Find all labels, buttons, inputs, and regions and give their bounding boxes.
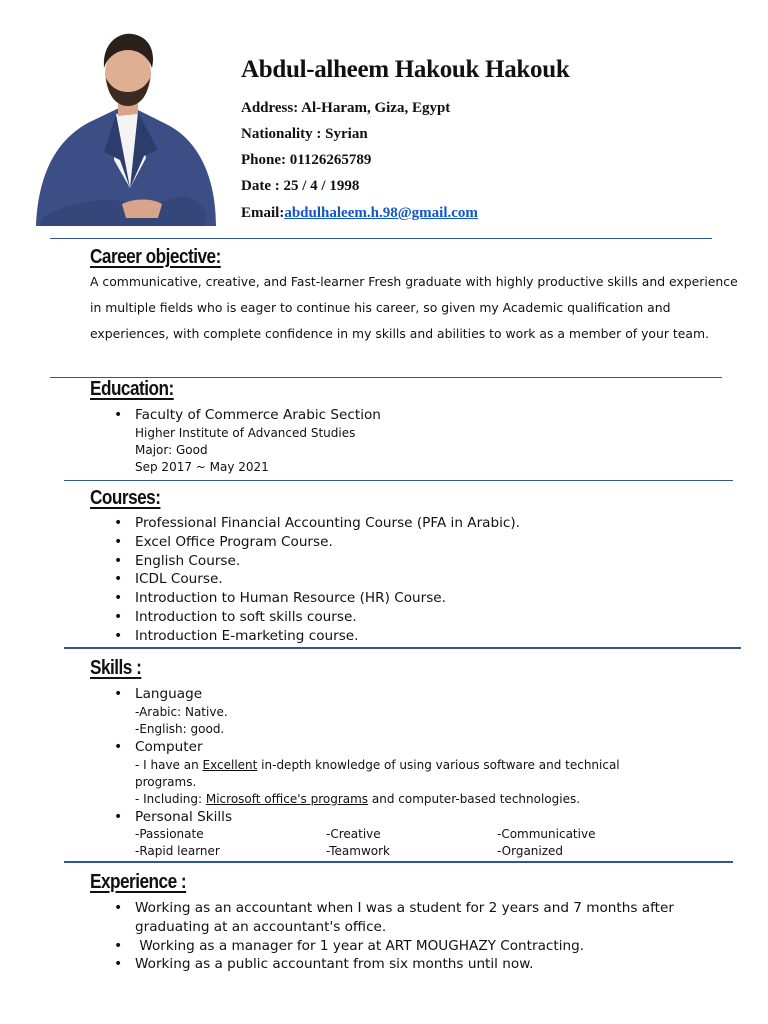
education-block [90,406,381,476]
education-institute: Higher Institute of Advanced Studies [135,425,356,440]
courses-heading: Courses: [90,487,161,509]
divider [64,647,741,649]
personal-skills-row [90,826,690,843]
education-item: • Faculty of Commerce Arabic Section [90,406,381,425]
nationality-line: Nationality : Syrian [241,126,368,142]
personal-skill: -Rapid learner [135,844,220,859]
skill-computer-line1-post: in-depth knowledge of using various software and technical programs. [135,757,620,789]
course-item: • ICDL Course. [90,570,520,589]
personal-skill: -Passionate [135,827,204,842]
email-label: Email: [241,205,285,221]
portrait-photo [34,28,220,238]
skill-computer-line1 [90,757,655,791]
experience-item: • Working as a public accountant from six months until now. [90,955,680,974]
divider [50,238,712,239]
skill-language-arabic: -Arabic: Native. [135,704,228,719]
course-item: • Introduction E-marketing course. [90,627,520,646]
skill-personal-label: • Personal Skills [90,808,690,827]
skill-computer-line2 [90,791,690,808]
skills-heading: Skills : [90,657,142,679]
date-line: Date : 25 / 4 / 1998 [241,178,360,194]
skill-computer-line1-pre: - I have an [135,757,203,772]
address-line: Address: Al-Haram, Giza, Egypt [241,100,451,116]
course-item: • Excel Office Program Course. [90,533,520,552]
career-heading: Career objective: [90,246,221,268]
divider [64,861,733,863]
skill-computer-line2-pre: - Including: [135,791,206,806]
course-item: • Professional Financial Accounting Course (PFA in Arabic). [90,514,520,533]
personal-skills-row [90,843,690,860]
personal-skill: -Communicative [497,827,596,842]
experience-list [90,899,680,974]
experience-item: • Working as an accountant when I was a student for 2 years and 7 months after graduating at an accountant's office. [90,899,680,937]
personal-skill: -Creative [326,827,381,842]
education-major: Major: Good [135,442,208,457]
skill-computer-line2-underlined: Microsoft office's programs [205,791,369,806]
career-text: A communicative, creative, and Fast-learner Fresh graduate with highly productive skills and experience in multiple fields who is eager to continue his career, so given my Academic qualification and experiences, with complete confidence in my skills and abilities to work as a member of your team. [90,274,738,341]
skill-language-english: -English: good. [135,721,225,736]
phone-line: Phone: 01126265789 [241,152,372,168]
experience-heading: Experience : [90,871,187,893]
candidate-name: Abdul-alheem Hakouk Hakouk [241,56,570,83]
education-heading: Education: [90,378,174,400]
education-dates: Sep 2017 ~ May 2021 [135,459,269,474]
course-item: • English Course. [90,552,520,571]
skill-language-label: • Language [90,685,690,704]
skill-computer-line2-post: and computer-based technologies. [368,791,581,806]
course-item: • Introduction to soft skills course. [90,608,520,627]
divider [64,480,733,481]
email-link[interactable]: abdulhaleem.h.98@gmail.com [284,205,478,221]
skill-computer-line1-underlined: Excellent [202,757,258,772]
course-item: • Introduction to Human Resource (HR) Course. [90,589,520,608]
courses-list [90,514,520,646]
personal-skill: -Organized [497,844,564,859]
skill-computer-label: • Computer [90,738,690,757]
skills-block [90,685,690,860]
personal-skill: -Teamwork [326,844,390,859]
email-line [241,205,478,222]
experience-item: • Working as a manager for 1 year at ART MOUGHAZY Contracting. [90,937,680,956]
